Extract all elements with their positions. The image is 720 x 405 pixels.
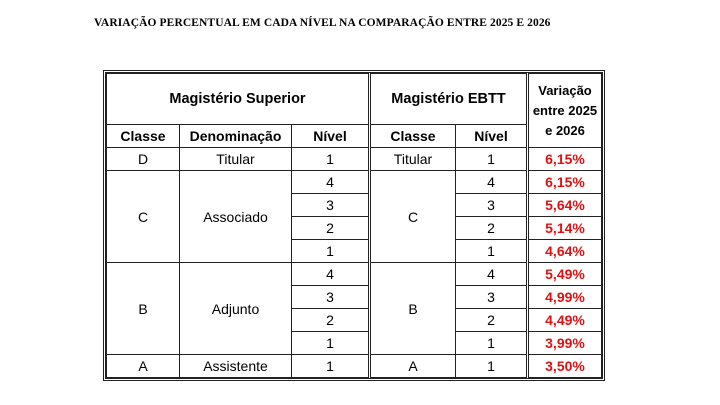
cell-nivel-ebtt: 1 [456,148,528,171]
col-header-denominacao: Denominação [180,125,292,148]
document-title: VARIAÇÃO PERCENTUAL EM CADA NÍVEL NA COMPARAÇÃO ENTRE 2025 E 2026 [94,17,551,29]
table-body [107,148,602,378]
cell-variation: 5,14% [528,217,602,240]
col-header-classe: Classe [107,125,180,148]
cell-nivel-ebtt: 1 [456,332,528,355]
col-header-nivel-ebtt: Nível [456,125,528,148]
cell-nivel: 1 [292,355,370,378]
cell-nivel: 1 [292,240,370,263]
variation-table [106,73,602,378]
cell-variation: 3,50% [528,355,602,378]
cell-nivel: 2 [292,309,370,332]
col-header-classe-ebtt: Classe [370,125,456,148]
table-row [107,148,602,171]
cell-nivel-ebtt: 4 [456,171,528,194]
group-header-superior: Magistério Superior [107,74,370,125]
cell-classe: C [107,171,180,263]
cell-nivel: 1 [292,332,370,355]
cell-classe: D [107,148,180,171]
table-row [107,171,602,194]
cell-classe-ebtt: B [370,263,456,355]
cell-variation: 4,99% [528,286,602,309]
cell-denominacao: Assistente [180,355,292,378]
cell-nivel-ebtt: 3 [456,286,528,309]
cell-variation: 5,49% [528,263,602,286]
cell-denominacao: Associado [180,171,292,263]
cell-denominacao: Titular [180,148,292,171]
cell-nivel-ebtt: 3 [456,194,528,217]
cell-denominacao: Adjunto [180,263,292,355]
cell-nivel: 1 [292,148,370,171]
cell-nivel-ebtt: 1 [456,240,528,263]
table-row [107,263,602,286]
cell-nivel: 2 [292,217,370,240]
cell-nivel: 4 [292,263,370,286]
cell-variation: 3,99% [528,332,602,355]
cell-variation: 6,15% [528,148,602,171]
variation-table-frame [103,70,605,381]
table-row [107,355,602,378]
cell-variation: 4,49% [528,309,602,332]
cell-nivel: 4 [292,171,370,194]
group-header-ebtt: Magistério EBTT [370,74,528,125]
cell-variation: 4,64% [528,240,602,263]
cell-nivel-ebtt: 2 [456,309,528,332]
cell-classe: B [107,263,180,355]
cell-classe-ebtt: Titular [370,148,456,171]
cell-variation: 6,15% [528,171,602,194]
cell-nivel-ebtt: 1 [456,355,528,378]
cell-nivel-ebtt: 2 [456,217,528,240]
variation-header: Variação entre 2025 e 2026 [528,74,602,148]
cell-classe-ebtt: C [370,171,456,263]
cell-nivel-ebtt: 4 [456,263,528,286]
cell-variation: 5,64% [528,194,602,217]
cell-nivel: 3 [292,286,370,309]
cell-nivel: 3 [292,194,370,217]
col-header-nivel: Nível [292,125,370,148]
cell-classe: A [107,355,180,378]
cell-classe-ebtt: A [370,355,456,378]
